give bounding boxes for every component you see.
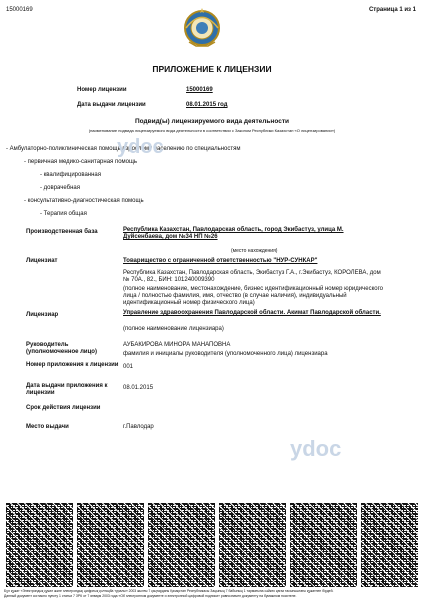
activity-item: - первичная медико-санитарная помощь	[24, 159, 138, 165]
activity-item: - Амбулаторно-поликлиническая помощь взрослому населению по специальностям	[6, 146, 241, 152]
issue-place-label: Место выдачи	[26, 424, 69, 430]
page-indicator: Страница 1 из 1	[368, 7, 416, 13]
appendix-number-value: 001	[123, 364, 134, 370]
production-base-value: Республика Казахстан, Павлодарская область, город Экибастуз, улица М. Дуйсенбаева, дом №34 НП №26	[123, 227, 344, 240]
activity-item: - квалифицированная	[40, 172, 102, 178]
activity-item: - Терапия общая	[40, 211, 87, 217]
watermark: ydoc	[117, 136, 164, 158]
barcode-block	[290, 503, 357, 587]
licensee-name: Товарищество с ограниченной ответственностью "НУР-СУНКАР"	[123, 258, 318, 264]
production-base-note: (место нахождения)	[231, 248, 278, 254]
license-number-label: Номер лицензии	[77, 87, 127, 93]
barcode-block	[361, 503, 418, 587]
footer-legal-line: Бұл құжат «Электрондық құжат және электрондық цифрлық қолтаңба туралы» 2003 жылғы 7 қаңтардағы Қазақстан Республикасы Заңының 7 бабының 1 тармағына сәйкес қағаз тасығыштағы құжатпен бірдей.	[4, 589, 334, 593]
license-date-value: 08.01.2015 год	[186, 102, 228, 108]
barcode-block	[6, 503, 73, 587]
page-title: ПРИЛОЖЕНИЕ К ЛИЦЕНЗИИ	[152, 64, 272, 74]
barcode-block	[148, 503, 215, 587]
barcode-block	[219, 503, 286, 587]
validity-label: Срок действия лицензии	[26, 405, 101, 411]
appendix-number-label: Номер приложения к лицензии	[26, 362, 119, 368]
issue-place-value: г.Павлодар	[123, 424, 154, 430]
subtype-heading: Подвид(ы) лицензируемого вида деятельности	[134, 118, 289, 125]
head-note: фамилия и инициалы руководителя (уполномоченного лица) лицензиара	[123, 351, 328, 357]
activity-item: - доврачебная	[40, 185, 80, 191]
footer-legal-line: Данный документ согласно пункту 1 статьи 7 ЗРК от 7 января 2003 года «Об электронном документе и электронной цифровой подписи» равнозначен документу на бумажном носителе.	[4, 594, 297, 598]
licensee-label: Лицензиат	[26, 258, 58, 264]
license-date-label: Дата выдачи лицензии	[77, 102, 146, 108]
licensee-note: (полное наименование, местонахождение, бизнес идентификационный номер юридического лица / полностью фамилия, имя, отчество (в случае наличия), индивидуальный идентификационный номер физического лица)	[123, 286, 384, 306]
appendix-date-label: Дата выдачи приложения к лицензии	[26, 383, 108, 396]
licensor-label: Лицензиар	[26, 312, 59, 318]
head-label: Руководитель (уполномоченное лицо)	[26, 342, 97, 355]
licensor-value: Управление здравоохранения Павлодарской области. Акимат Павлодарской области.	[123, 310, 381, 316]
production-base-label: Производственная база	[26, 229, 98, 235]
state-emblem-icon	[183, 6, 221, 50]
watermark: ydoc	[290, 436, 342, 461]
head-value: АУБАКИРОВА МИНОРА МАНАПОВНА	[123, 342, 231, 348]
doc-number: 15000169	[6, 7, 33, 13]
appendix-date-value: 08.01.2015	[123, 385, 154, 391]
licensee-address: Республика Казахстан, Павлодарская область, Экибастуз Г.А., г.Экибастуз, КОРОЛЕВА, дом № 70А., 82., БИН: 101240009390	[123, 270, 381, 283]
subtype-note: (наименование подвида лицензируемого вида деятельности в соответствии с Законом Республики Казахстан «О лицензировании»)	[88, 128, 336, 133]
license-number-value: 15000169	[186, 87, 213, 93]
activity-item: - консультативно-диагностическая помощь	[24, 198, 144, 204]
barcode-block	[77, 503, 144, 587]
licensor-note: (полное наименование лицензиара)	[123, 326, 224, 332]
